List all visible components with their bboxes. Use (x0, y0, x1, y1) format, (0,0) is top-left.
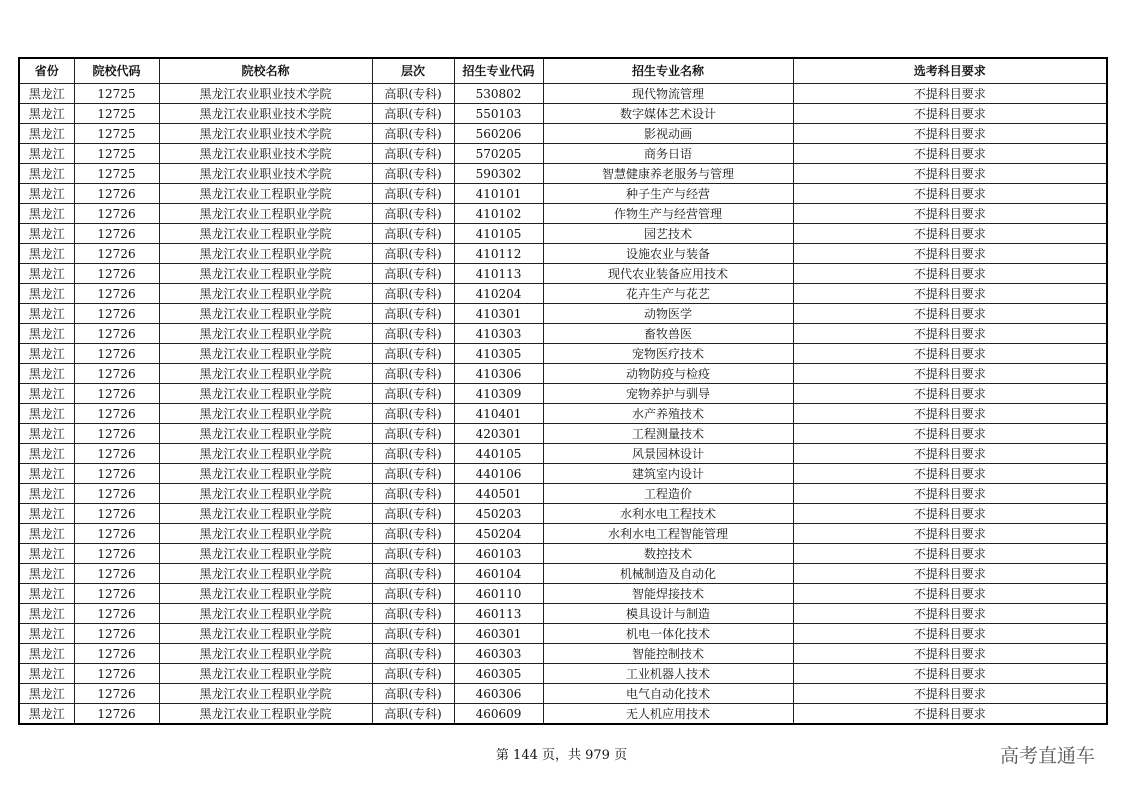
cell-subject-requirement: 不提科目要求 (793, 144, 1107, 164)
table-row (19, 244, 1107, 264)
cell-major-code: 570205 (454, 144, 543, 164)
cell-major-name: 园艺技术 (543, 224, 793, 244)
cell-province: 黑龙江 (19, 324, 74, 344)
cell-major-code: 410305 (454, 344, 543, 364)
cell-school-name: 黑龙江农业职业技术学院 (159, 104, 372, 124)
table-row (19, 424, 1107, 444)
table-row (19, 384, 1107, 404)
cell-school-code: 12726 (74, 184, 159, 204)
table-row (19, 664, 1107, 684)
cell-province: 黑龙江 (19, 144, 74, 164)
cell-subject-requirement: 不提科目要求 (793, 284, 1107, 304)
cell-major-code: 550103 (454, 104, 543, 124)
table-row (19, 404, 1107, 424)
cell-school-name: 黑龙江农业工程职业学院 (159, 484, 372, 504)
cell-province: 黑龙江 (19, 464, 74, 484)
table-row (19, 544, 1107, 564)
cell-major-name: 模具设计与制造 (543, 604, 793, 624)
cell-level: 高职(专科) (372, 84, 454, 104)
cell-subject-requirement: 不提科目要求 (793, 244, 1107, 264)
cell-school-name: 黑龙江农业工程职业学院 (159, 404, 372, 424)
header-major-code: 招生专业代码 (454, 58, 543, 84)
cell-subject-requirement: 不提科目要求 (793, 464, 1107, 484)
cell-subject-requirement: 不提科目要求 (793, 104, 1107, 124)
cell-school-code: 12726 (74, 584, 159, 604)
table-row (19, 364, 1107, 384)
cell-subject-requirement: 不提科目要求 (793, 124, 1107, 144)
table-row (19, 684, 1107, 704)
cell-province: 黑龙江 (19, 604, 74, 624)
cell-school-name: 黑龙江农业工程职业学院 (159, 184, 372, 204)
cell-level: 高职(专科) (372, 344, 454, 364)
cell-school-name: 黑龙江农业工程职业学院 (159, 464, 372, 484)
cell-school-code: 12726 (74, 544, 159, 564)
cell-school-code: 12726 (74, 284, 159, 304)
cell-major-name: 水利水电工程智能管理 (543, 524, 793, 544)
cell-school-name: 黑龙江农业工程职业学院 (159, 324, 372, 344)
cell-subject-requirement: 不提科目要求 (793, 584, 1107, 604)
cell-subject-requirement: 不提科目要求 (793, 224, 1107, 244)
cell-school-name: 黑龙江农业工程职业学院 (159, 204, 372, 224)
cell-school-code: 12726 (74, 304, 159, 324)
cell-province: 黑龙江 (19, 544, 74, 564)
cell-level: 高职(专科) (372, 604, 454, 624)
cell-subject-requirement: 不提科目要求 (793, 484, 1107, 504)
cell-level: 高职(专科) (372, 204, 454, 224)
cell-province: 黑龙江 (19, 424, 74, 444)
table-row (19, 484, 1107, 504)
cell-major-code: 460306 (454, 684, 543, 704)
table-row (19, 124, 1107, 144)
cell-level: 高职(专科) (372, 284, 454, 304)
cell-level: 高职(专科) (372, 384, 454, 404)
cell-subject-requirement: 不提科目要求 (793, 704, 1107, 725)
cell-major-code: 460305 (454, 664, 543, 684)
header-level: 层次 (372, 58, 454, 84)
header-province: 省份 (19, 58, 74, 84)
cell-province: 黑龙江 (19, 264, 74, 284)
cell-major-code: 410401 (454, 404, 543, 424)
cell-major-name: 现代物流管理 (543, 84, 793, 104)
cell-school-name: 黑龙江农业工程职业学院 (159, 364, 372, 384)
cell-school-name: 黑龙江农业工程职业学院 (159, 704, 372, 725)
cell-school-code: 12725 (74, 84, 159, 104)
cell-subject-requirement: 不提科目要求 (793, 164, 1107, 184)
header-school-name: 院校名称 (159, 58, 372, 84)
cell-major-name: 影视动画 (543, 124, 793, 144)
cell-level: 高职(专科) (372, 664, 454, 684)
cell-subject-requirement: 不提科目要求 (793, 404, 1107, 424)
cell-subject-requirement: 不提科目要求 (793, 684, 1107, 704)
cell-school-name: 黑龙江农业工程职业学院 (159, 344, 372, 364)
cell-school-name: 黑龙江农业工程职业学院 (159, 284, 372, 304)
cell-major-code: 410113 (454, 264, 543, 284)
cell-major-code: 410303 (454, 324, 543, 344)
cell-major-code: 410204 (454, 284, 543, 304)
cell-major-code: 460303 (454, 644, 543, 664)
cell-school-code: 12726 (74, 684, 159, 704)
cell-level: 高职(专科) (372, 624, 454, 644)
cell-major-name: 建筑室内设计 (543, 464, 793, 484)
cell-major-code: 410102 (454, 204, 543, 224)
cell-subject-requirement: 不提科目要求 (793, 304, 1107, 324)
header-subject-requirement: 选考科目要求 (793, 58, 1107, 84)
cell-school-code: 12726 (74, 364, 159, 384)
cell-major-name: 宠物医疗技术 (543, 344, 793, 364)
cell-level: 高职(专科) (372, 144, 454, 164)
cell-school-code: 12726 (74, 424, 159, 444)
table-row (19, 104, 1107, 124)
cell-subject-requirement: 不提科目要求 (793, 384, 1107, 404)
cell-school-name: 黑龙江农业工程职业学院 (159, 584, 372, 604)
cell-major-code: 460301 (454, 624, 543, 644)
table-row (19, 624, 1107, 644)
cell-school-name: 黑龙江农业工程职业学院 (159, 444, 372, 464)
cell-major-code: 460110 (454, 584, 543, 604)
cell-school-code: 12726 (74, 704, 159, 725)
cell-province: 黑龙江 (19, 564, 74, 584)
cell-province: 黑龙江 (19, 104, 74, 124)
cell-major-name: 数控技术 (543, 544, 793, 564)
cell-major-name: 种子生产与经营 (543, 184, 793, 204)
table-header-row (19, 58, 1107, 84)
cell-province: 黑龙江 (19, 244, 74, 264)
cell-province: 黑龙江 (19, 224, 74, 244)
watermark: 高考直通车 (999, 745, 1095, 767)
cell-level: 高职(专科) (372, 124, 454, 144)
cell-subject-requirement: 不提科目要求 (793, 344, 1107, 364)
cell-level: 高职(专科) (372, 544, 454, 564)
cell-school-code: 12726 (74, 324, 159, 344)
cell-province: 黑龙江 (19, 444, 74, 464)
cell-subject-requirement: 不提科目要求 (793, 524, 1107, 544)
cell-school-name: 黑龙江农业工程职业学院 (159, 504, 372, 524)
cell-province: 黑龙江 (19, 124, 74, 144)
cell-school-code: 12725 (74, 144, 159, 164)
cell-major-code: 460103 (454, 544, 543, 564)
cell-province: 黑龙江 (19, 684, 74, 704)
cell-major-name: 风景园林设计 (543, 444, 793, 464)
cell-major-code: 410301 (454, 304, 543, 324)
cell-level: 高职(专科) (372, 584, 454, 604)
cell-major-name: 工业机器人技术 (543, 664, 793, 684)
cell-school-name: 黑龙江农业职业技术学院 (159, 164, 372, 184)
cell-major-name: 设施农业与装备 (543, 244, 793, 264)
cell-school-code: 12726 (74, 624, 159, 644)
cell-school-name: 黑龙江农业工程职业学院 (159, 664, 372, 684)
cell-province: 黑龙江 (19, 84, 74, 104)
cell-level: 高职(专科) (372, 504, 454, 524)
table-row (19, 444, 1107, 464)
cell-major-code: 590302 (454, 164, 543, 184)
cell-major-name: 工程造价 (543, 484, 793, 504)
cell-level: 高职(专科) (372, 464, 454, 484)
cell-major-name: 机械制造及自动化 (543, 564, 793, 584)
cell-major-name: 电气自动化技术 (543, 684, 793, 704)
cell-major-name: 宠物养护与驯导 (543, 384, 793, 404)
cell-major-code: 440106 (454, 464, 543, 484)
cell-major-code: 460104 (454, 564, 543, 584)
cell-school-name: 黑龙江农业工程职业学院 (159, 524, 372, 544)
cell-level: 高职(专科) (372, 704, 454, 725)
table-row (19, 284, 1107, 304)
cell-subject-requirement: 不提科目要求 (793, 264, 1107, 284)
cell-major-code: 410306 (454, 364, 543, 384)
table-row (19, 144, 1107, 164)
table-row (19, 84, 1107, 104)
cell-province: 黑龙江 (19, 664, 74, 684)
cell-subject-requirement: 不提科目要求 (793, 564, 1107, 584)
cell-level: 高职(专科) (372, 424, 454, 444)
table-row (19, 644, 1107, 664)
table-row (19, 524, 1107, 544)
cell-major-code: 440105 (454, 444, 543, 464)
cell-school-code: 12726 (74, 444, 159, 464)
cell-major-code: 420301 (454, 424, 543, 444)
cell-level: 高职(专科) (372, 364, 454, 384)
cell-province: 黑龙江 (19, 304, 74, 324)
cell-province: 黑龙江 (19, 184, 74, 204)
table-row (19, 164, 1107, 184)
cell-subject-requirement: 不提科目要求 (793, 84, 1107, 104)
table-row (19, 704, 1107, 725)
table-row (19, 204, 1107, 224)
cell-province: 黑龙江 (19, 284, 74, 304)
cell-school-name: 黑龙江农业工程职业学院 (159, 564, 372, 584)
cell-province: 黑龙江 (19, 484, 74, 504)
cell-province: 黑龙江 (19, 644, 74, 664)
cell-level: 高职(专科) (372, 244, 454, 264)
cell-major-name: 动物防疫与检疫 (543, 364, 793, 384)
cell-level: 高职(专科) (372, 304, 454, 324)
cell-major-name: 动物医学 (543, 304, 793, 324)
cell-major-code: 410101 (454, 184, 543, 204)
table-row (19, 564, 1107, 584)
cell-level: 高职(专科) (372, 644, 454, 664)
cell-school-name: 黑龙江农业工程职业学院 (159, 604, 372, 624)
cell-level: 高职(专科) (372, 104, 454, 124)
cell-major-code: 410309 (454, 384, 543, 404)
table-row (19, 584, 1107, 604)
cell-major-name: 数字媒体艺术设计 (543, 104, 793, 124)
table-row (19, 504, 1107, 524)
cell-province: 黑龙江 (19, 404, 74, 424)
cell-major-code: 450204 (454, 524, 543, 544)
table-row (19, 464, 1107, 484)
header-school-code: 院校代码 (74, 58, 159, 84)
cell-major-code: 560206 (454, 124, 543, 144)
cell-school-code: 12726 (74, 224, 159, 244)
cell-school-code: 12726 (74, 344, 159, 364)
header-major-name: 招生专业名称 (543, 58, 793, 84)
cell-school-code: 12726 (74, 404, 159, 424)
cell-level: 高职(专科) (372, 484, 454, 504)
cell-school-code: 12726 (74, 604, 159, 624)
table-row (19, 344, 1107, 364)
cell-province: 黑龙江 (19, 384, 74, 404)
cell-school-code: 12726 (74, 504, 159, 524)
admission-table (18, 57, 1108, 725)
cell-province: 黑龙江 (19, 524, 74, 544)
cell-school-code: 12726 (74, 244, 159, 264)
cell-school-name: 黑龙江农业工程职业学院 (159, 624, 372, 644)
cell-school-code: 12725 (74, 124, 159, 144)
cell-subject-requirement: 不提科目要求 (793, 424, 1107, 444)
cell-major-code: 410112 (454, 244, 543, 264)
cell-major-name: 花卉生产与花艺 (543, 284, 793, 304)
cell-school-name: 黑龙江农业工程职业学院 (159, 264, 372, 284)
cell-school-name: 黑龙江农业工程职业学院 (159, 544, 372, 564)
cell-school-code: 12726 (74, 204, 159, 224)
cell-level: 高职(专科) (372, 444, 454, 464)
cell-major-name: 无人机应用技术 (543, 704, 793, 725)
table-row (19, 184, 1107, 204)
cell-school-name: 黑龙江农业工程职业学院 (159, 244, 372, 264)
cell-school-code: 12726 (74, 644, 159, 664)
cell-school-code: 12726 (74, 564, 159, 584)
cell-school-name: 黑龙江农业工程职业学院 (159, 304, 372, 324)
cell-school-code: 12726 (74, 384, 159, 404)
cell-level: 高职(专科) (372, 564, 454, 584)
cell-major-name: 水产养殖技术 (543, 404, 793, 424)
cell-level: 高职(专科) (372, 524, 454, 544)
cell-level: 高职(专科) (372, 164, 454, 184)
cell-major-code: 460113 (454, 604, 543, 624)
cell-level: 高职(专科) (372, 184, 454, 204)
cell-major-name: 水利水电工程技术 (543, 504, 793, 524)
cell-major-code: 530802 (454, 84, 543, 104)
cell-school-code: 12725 (74, 104, 159, 124)
cell-province: 黑龙江 (19, 704, 74, 725)
cell-major-code: 450203 (454, 504, 543, 524)
cell-school-code: 12726 (74, 464, 159, 484)
cell-major-name: 智慧健康养老服务与管理 (543, 164, 793, 184)
table-row (19, 304, 1107, 324)
cell-subject-requirement: 不提科目要求 (793, 444, 1107, 464)
cell-province: 黑龙江 (19, 164, 74, 184)
cell-school-name: 黑龙江农业工程职业学院 (159, 684, 372, 704)
cell-subject-requirement: 不提科目要求 (793, 504, 1107, 524)
table-row (19, 604, 1107, 624)
cell-school-name: 黑龙江农业职业技术学院 (159, 144, 372, 164)
cell-school-name: 黑龙江农业工程职业学院 (159, 424, 372, 444)
cell-major-name: 畜牧兽医 (543, 324, 793, 344)
cell-major-name: 智能焊接技术 (543, 584, 793, 604)
cell-school-name: 黑龙江农业工程职业学院 (159, 384, 372, 404)
cell-province: 黑龙江 (19, 504, 74, 524)
cell-subject-requirement: 不提科目要求 (793, 544, 1107, 564)
cell-subject-requirement: 不提科目要求 (793, 184, 1107, 204)
cell-province: 黑龙江 (19, 344, 74, 364)
cell-major-code: 440501 (454, 484, 543, 504)
cell-school-code: 12726 (74, 484, 159, 504)
cell-subject-requirement: 不提科目要求 (793, 664, 1107, 684)
cell-school-name: 黑龙江农业职业技术学院 (159, 124, 372, 144)
cell-school-code: 12725 (74, 164, 159, 184)
cell-province: 黑龙江 (19, 584, 74, 604)
cell-subject-requirement: 不提科目要求 (793, 644, 1107, 664)
cell-major-code: 460609 (454, 704, 543, 725)
cell-level: 高职(专科) (372, 404, 454, 424)
cell-school-code: 12726 (74, 524, 159, 544)
cell-province: 黑龙江 (19, 624, 74, 644)
table-row (19, 324, 1107, 344)
cell-school-name: 黑龙江农业职业技术学院 (159, 84, 372, 104)
cell-province: 黑龙江 (19, 204, 74, 224)
cell-subject-requirement: 不提科目要求 (793, 624, 1107, 644)
table-row (19, 224, 1107, 244)
cell-major-name: 商务日语 (543, 144, 793, 164)
cell-major-code: 410105 (454, 224, 543, 244)
cell-major-name: 作物生产与经营管理 (543, 204, 793, 224)
cell-subject-requirement: 不提科目要求 (793, 604, 1107, 624)
cell-subject-requirement: 不提科目要求 (793, 324, 1107, 344)
cell-province: 黑龙江 (19, 364, 74, 384)
cell-school-name: 黑龙江农业工程职业学院 (159, 224, 372, 244)
cell-major-name: 工程测量技术 (543, 424, 793, 444)
cell-level: 高职(专科) (372, 324, 454, 344)
cell-level: 高职(专科) (372, 264, 454, 284)
cell-subject-requirement: 不提科目要求 (793, 204, 1107, 224)
page-number: 第 144 页，共 979 页 (495, 748, 628, 763)
cell-major-name: 现代农业装备应用技术 (543, 264, 793, 284)
table-row (19, 264, 1107, 284)
cell-school-name: 黑龙江农业工程职业学院 (159, 644, 372, 664)
cell-level: 高职(专科) (372, 684, 454, 704)
cell-school-code: 12726 (74, 264, 159, 284)
cell-subject-requirement: 不提科目要求 (793, 364, 1107, 384)
cell-major-name: 智能控制技术 (543, 644, 793, 664)
cell-school-code: 12726 (74, 664, 159, 684)
cell-major-name: 机电一体化技术 (543, 624, 793, 644)
cell-level: 高职(专科) (372, 224, 454, 244)
